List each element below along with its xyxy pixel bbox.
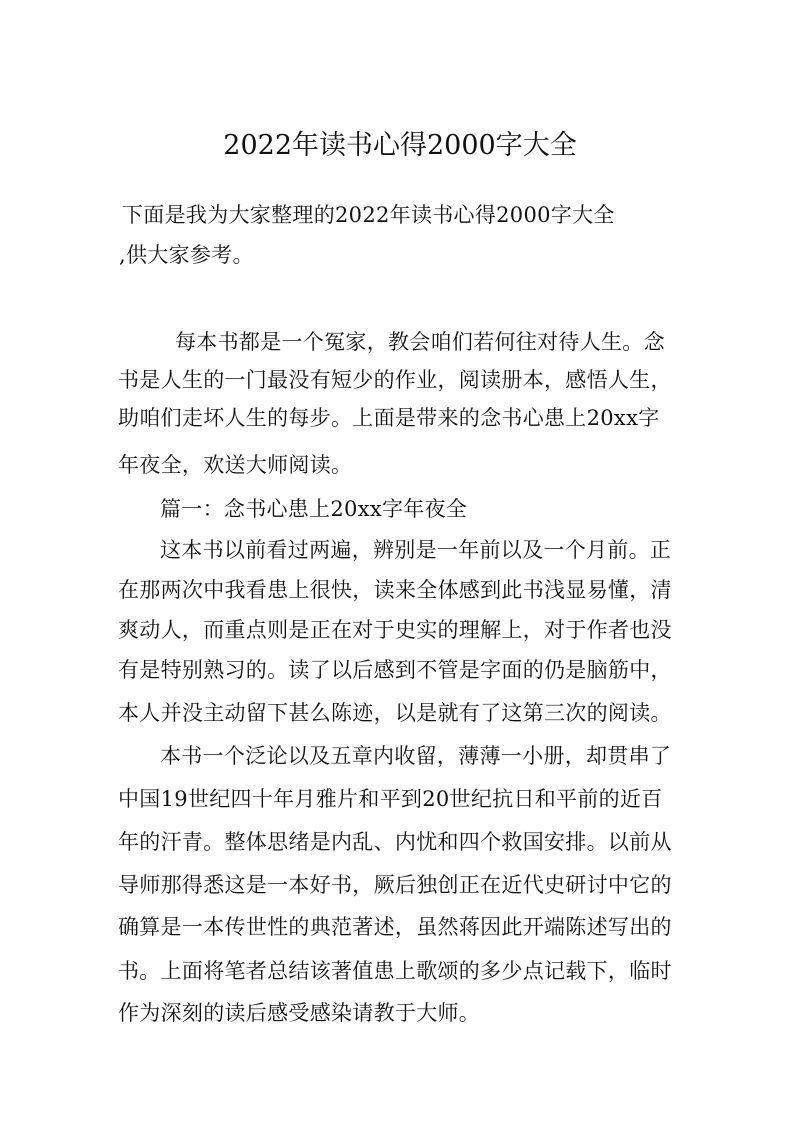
- paragraph-2-line-2: 在那两次中我看患上很快，读来全体感到此书浅显易懂，清: [118, 578, 672, 602]
- paragraph-3-line-7: 作为深刻的读后感受感染请教于大师。: [118, 1001, 481, 1025]
- intro-line-2: ,供大家参考。: [119, 243, 254, 267]
- paragraph-3-line-2: 中国19世纪四十年月雅片和平到20世纪抗日和平前的近百: [118, 787, 663, 811]
- paragraph-1-line-1: 每本书都是一个冤家，教会咱们若何往对待人生。念: [175, 330, 665, 354]
- paragraph-1-line-3: 助咱们走坏人生的每步。上面是带来的念书心患上20xx字: [118, 406, 660, 430]
- paragraph-1-line-4: 年夜全，欢送大师阅读。: [118, 453, 353, 477]
- paragraph-2-line-4: 有是特别熟习的。读了以后感到不管是字面的仍是脑筋中，: [118, 658, 672, 682]
- page-title: 2022年读书心得2000字大全: [223, 130, 577, 161]
- paragraph-3-line-6: 书。上面将笔者总结该著值患上歌颂的多少点记载下，临时: [118, 959, 672, 983]
- paragraph-3-line-5: 确算是一本传世性的典范著述，虽然蒋因此开端陈述写出的: [118, 915, 672, 939]
- paragraph-3-line-4: 导师那得悉这是一本好书，厥后独创正在近代史研讨中它的: [118, 873, 672, 897]
- paragraph-2-line-3: 爽动人，而重点则是正在对于史实的理解上，对于作者也没: [118, 618, 672, 642]
- paragraph-3-line-1: 本书一个泛论以及五章内收留，薄薄一小册，却贯串了: [160, 744, 672, 768]
- paragraph-1-line-2: 书是人生的一门最没有短少的作业，阅读册本，感悟人生，: [118, 368, 672, 392]
- paragraph-3-line-3: 年的汗青。整体思绪是内乱、内忧和四个救国安排。以前从: [118, 830, 672, 854]
- intro-line-1: 下面是我为大家整理的2022年读书心得2000字大全: [122, 203, 615, 227]
- section-heading: 篇一：念书心患上20xx字年夜全: [160, 497, 468, 521]
- paragraph-2-line-5: 本人并没主动留下甚么陈迹，以是就有了这第三次的阅读。: [118, 701, 672, 725]
- paragraph-2-line-1: 这本书以前看过两遍，辨别是一年前以及一个月前。正: [160, 538, 672, 562]
